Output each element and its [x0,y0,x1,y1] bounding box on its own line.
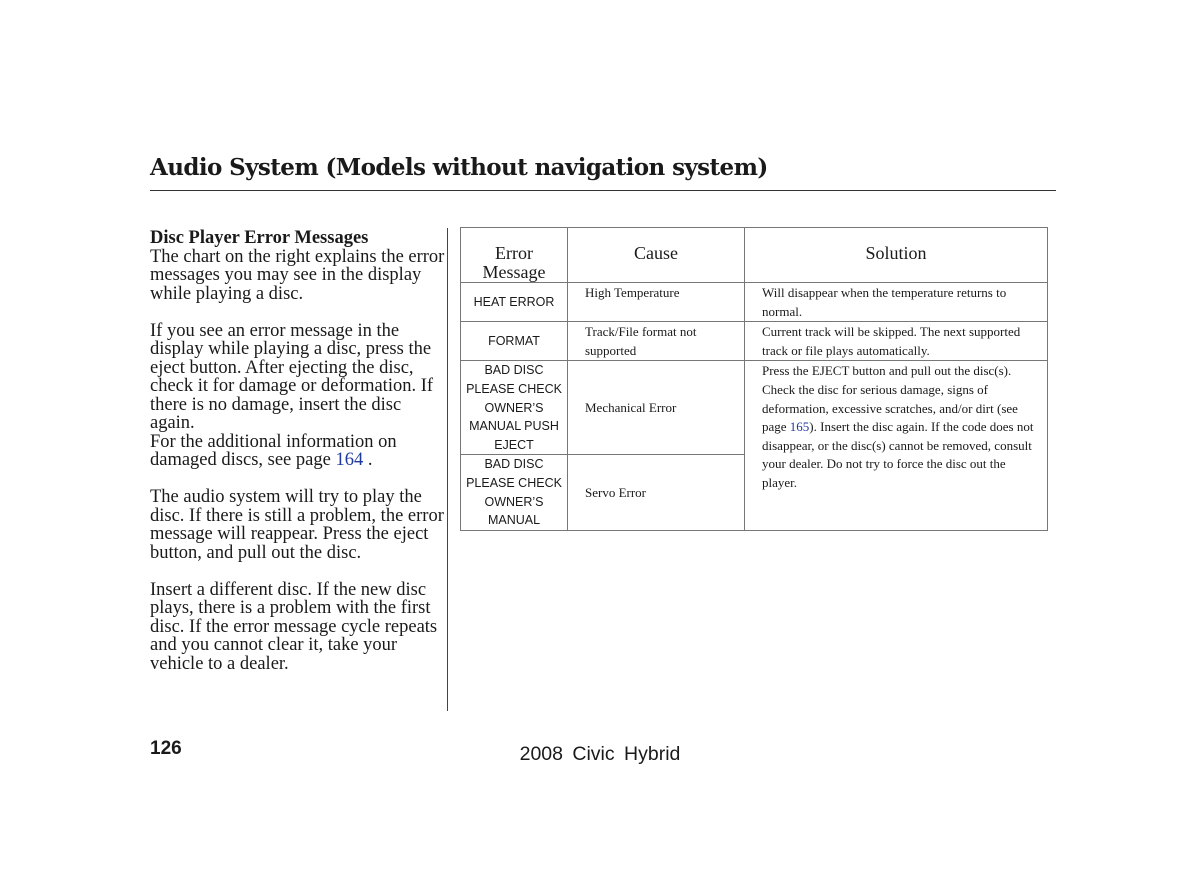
shared-solution-suffix: ). Insert the disc again. If the code does not disappear, or the disc(s) cannot be removed, consult your dealer. Do not try to force the disc out the player. [762,419,1034,490]
left-column [150,229,445,673]
header-cause: Cause [568,228,745,283]
error-message-cell: BAD DISC PLEASE CHECK OWNER’S MANUAL PUSH EJECT [461,361,568,455]
paragraph-retry: The audio system will try to play the disc. If there is still a problem, the error message will reappear. Press the eject button, and pull out the disc. [150,487,444,563]
table-row [461,322,1048,361]
paragraph-eject-advice: If you see an error message in the display while playing a disc, press the eject button. After ejecting the disc, check it for damage or deformation. If there is no damage, insert the disc again. [150,320,434,433]
damaged-discs-text: For the additional information on damaged discs, see page [150,431,397,470]
footer-model: 2008 Civic Hybrid [519,743,681,765]
solution-cell-shared [745,361,1048,530]
error-message-cell: FORMAT [461,322,568,361]
column-divider [447,228,448,711]
section-heading: Disc Player Error Messages [150,228,369,248]
title-divider [150,190,1056,191]
cause-cell: Track/File format not supported [568,322,745,361]
table-row [461,361,1048,455]
error-message-table [460,227,1048,531]
shared-solution-text: Press the EJECT button and pull out the disc(s). Check the disc for serious damage, signs of deformation, excessive scratches, and/or dirt (see page [762,363,1018,435]
error-message-cell: HEAT ERROR [461,283,568,322]
error-message-cell: BAD DISC PLEASE CHECK OWNER’S MANUAL [461,455,568,530]
cause-cell: Mechanical Error [568,361,745,455]
header-solution: Solution [745,228,1048,283]
solution-cell: Current track will be skipped. The next supported track or file plays automatically. [745,322,1048,361]
table-header-row [461,228,1048,283]
damaged-discs-suffix: . [367,450,373,470]
paragraph-different-disc: Insert a different disc. If the new disc plays, there is a problem with the first disc. If the error message cycle repeats and you cannot clear it, take your vehicle to a dealer. [150,579,438,674]
page-number: 126 [150,738,182,759]
page-title: Audio System (Models without navigation system) [150,154,768,181]
solution-cell: Will disappear when the temperature returns to normal. [745,283,1048,322]
paragraph-intro: The chart on the right explains the error messages you may see in the display while playing a disc. [150,246,445,304]
cause-cell: High Temperature [568,283,745,322]
paragraph-damaged-discs [150,433,445,470]
page-164-link[interactable]: 164 [335,450,364,470]
page-165-link[interactable]: 165 [789,419,810,435]
table-row [461,283,1048,322]
header-error-message: Error Message [461,228,568,283]
cause-cell: Servo Error [568,455,745,530]
